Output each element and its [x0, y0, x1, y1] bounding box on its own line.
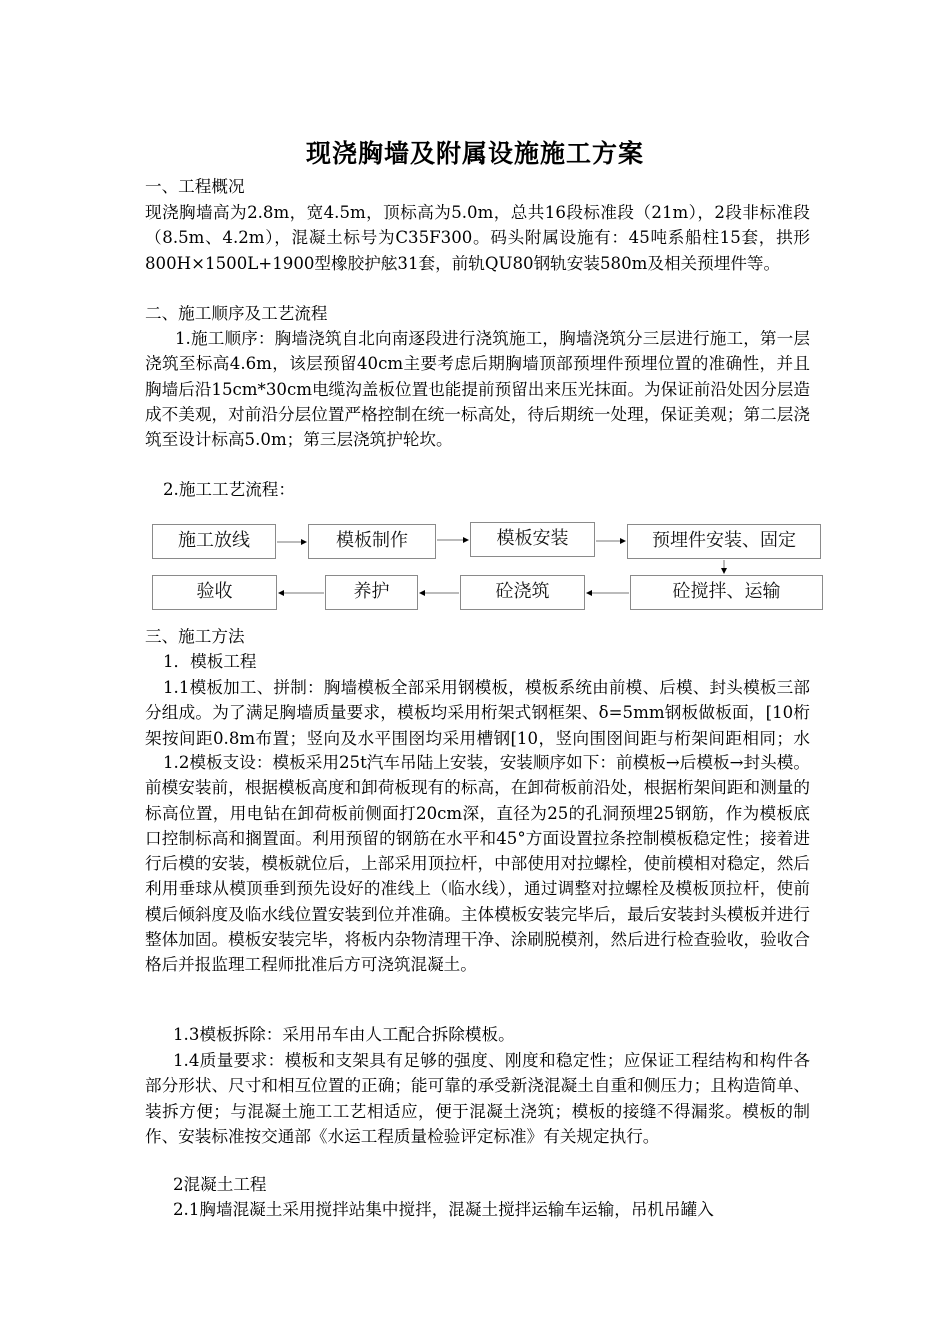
section-2-heading: 二、施工顺序及工艺流程	[145, 304, 328, 323]
concrete-mixing-paragraph: 2.1胸墙混凝土采用搅拌站集中搅拌，混凝土搅拌运输车运输，吊机吊罐入	[173, 1200, 714, 1219]
section-1-heading: 一、工程概况	[145, 177, 245, 196]
flow-step-concrete-pouring: 砼浇筑	[460, 575, 585, 610]
flow-step-curing: 养护	[325, 575, 418, 610]
flow-step-acceptance: 验收	[152, 575, 277, 610]
construction-sequence-paragraph: 1.施工顺序：胸墙浇筑自北向南逐段进行浇筑施工，胸墙浇筑分三层进行施工，第一层浇筑至标高4.6m，该层预留40cm主要考虑后期胸墙顶部预埋件预埋位置的准确性，并且胸墙后沿15cm*30cm电缆沟盖板位置也能提前预留出来压光抹面。为保证前沿处因分层造成不美观，对前沿分层位置严格控制在统一标高处，待后期统一处理，保证美观；第二层浇筑至设计标高5.0m；第三层浇筑护轮坎。	[145, 329, 810, 450]
process-flow-label: 2.施工工艺流程：	[163, 480, 295, 499]
flow-step-formwork-fabrication: 模板制作	[308, 524, 436, 559]
flow-step-layout: 施工放线	[152, 524, 276, 559]
flow-step-embedded-parts: 预埋件安装、固定	[627, 524, 821, 559]
section-1-body: 现浇胸墙高为2.8m，宽4.5m，顶标高为5.0m，总共16段标准段（21m），2段非标准段（8.5m、4.2m），混凝土标号为C35F300。码头附属设施有：45吨系船柱15套，拱形800H×1500L+1900型橡胶护舷31套，前轨QU80钢轨安装580m及相关预埋件等。	[145, 203, 810, 273]
formwork-subheading: 1．模板工程	[163, 652, 257, 671]
concrete-subheading: 2混凝土工程	[173, 1175, 267, 1194]
formwork-quality-paragraph: 1.4质量要求：模板和支架具有足够的强度、刚度和稳定性；应保证工程结构和构件各部分形状、尺寸和相互位置的正确；能可靠的承受新浇混凝土自重和侧压力；且构造简单、装拆方便；与混凝土施工工艺相适应，便于混凝土浇筑；模板的接缝不得漏浆。模板的制作、安装标准按交通部《水运工程质量检验评定标准》有关规定执行。	[145, 1051, 810, 1146]
formwork-fabrication-paragraph: 1.1模板加工、拼制：胸墙模板全部采用钢模板，模板系统由前模、后模、封头模板三部分组成。为了满足胸墙质量要求，模板均采用桁架式钢框架、δ=5mm钢板做板面，[10桁架按间距0.8m布置；竖向及水平围囹均采用槽钢[10，竖向围囹间距与桁架间距相同；水	[145, 678, 810, 748]
formwork-removal-paragraph: 1.3模板拆除：采用吊车由人工配合拆除模板。	[173, 1025, 515, 1044]
formwork-installation-paragraph: 1.2模板支设：模板采用25t汽车吊陆上安装，安装顺序如下：前模板→后模板→封头模。前模安装前，根据模板高度和卸荷板现有的标高，在卸荷板前沿处，根据桁架间距和测量的标高位置，用电钻在卸荷板前侧面打20cm深，直径为25的孔洞预埋25钢筋，作为模板底口控制标高和搁置面。利用预留的钢筋在水平和45°方面设置拉条控制模板稳定性；接着进行后模的安装，模板就位后，上部采用顶拉杆，中部使用对拉螺栓，使前模相对稳定，然后利用垂球从模顶垂到预先设好的准线上（临水线），通过调整对拉螺栓及模板顶拉杆，使前模后倾斜度及临水线位置安装到位并准确。主体模板安装完毕后，最后安装封头模板并进行整体加固。模板安装完毕，将板内杂物清理干净、涂刷脱模剂，然后进行检查验收，验收合格后并报监理工程师批准后方可浇筑混凝土。	[145, 753, 810, 975]
flow-step-concrete-mixing: 砼搅拌、运输	[630, 575, 823, 610]
section-3-heading: 三、施工方法	[145, 627, 245, 646]
flow-step-formwork-installation: 模板安装	[470, 522, 595, 557]
document-title: 现浇胸墙及附属设施施工方案	[305, 139, 644, 168]
